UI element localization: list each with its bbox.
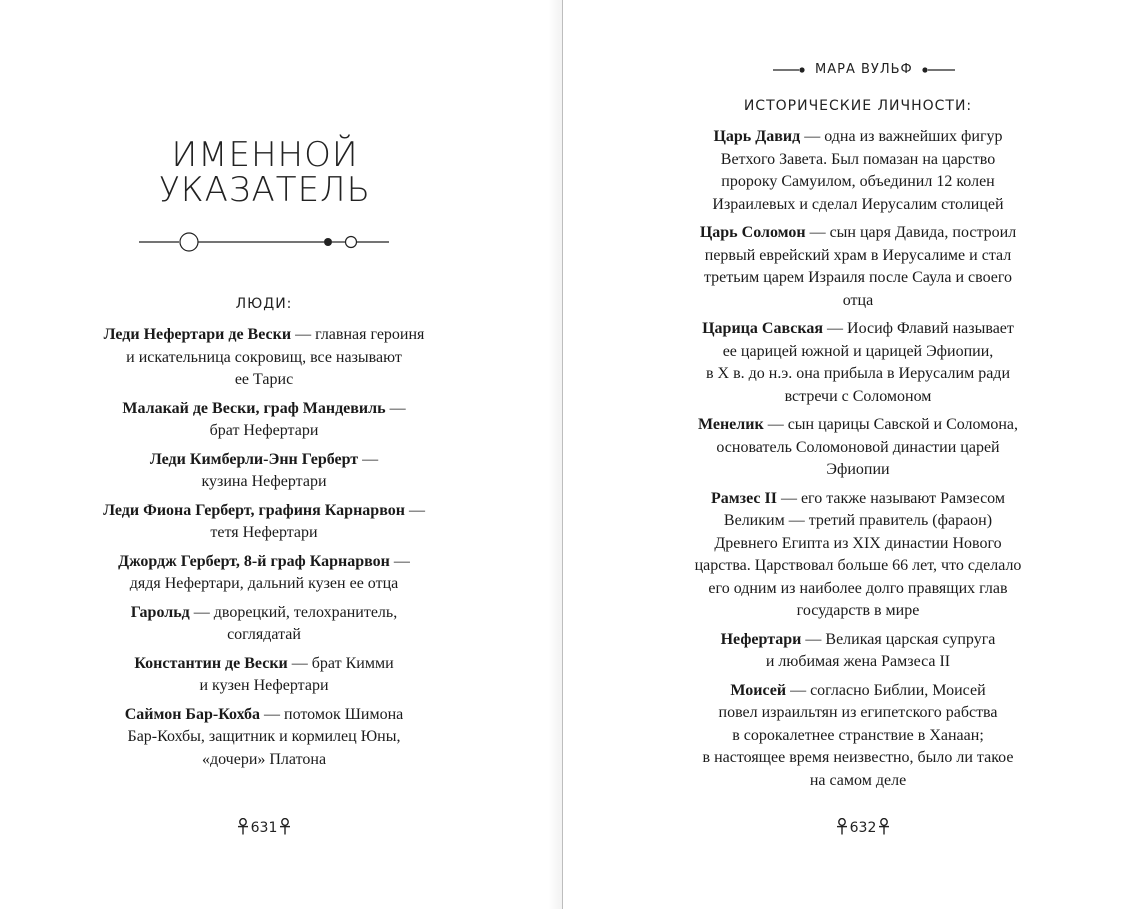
entry-text: царства. Царствовал больше 66 лет, что сделало xyxy=(694,557,1022,574)
index-entry xyxy=(78,449,450,494)
entry-name: Малакай де Вески, граф Мандевиль xyxy=(122,399,386,417)
entry-text: — главная героиня xyxy=(291,326,425,343)
index-entry xyxy=(78,551,450,596)
index-entry xyxy=(673,414,1043,482)
page-number-text: 632 xyxy=(849,820,877,836)
entry-text: — xyxy=(358,450,379,468)
index-entry xyxy=(673,126,1043,216)
entry-text: дядя Нефертари, дальний кузен ее отца xyxy=(129,575,399,592)
entry-text: соглядатай xyxy=(227,626,301,643)
entry-text: — Иосиф Флавий называет xyxy=(823,320,1014,337)
right-page xyxy=(563,0,1125,909)
entry-name: Нефертари xyxy=(720,630,802,648)
entry-name: Рамзес II xyxy=(710,489,777,507)
historical-index-list xyxy=(673,126,1043,798)
entry-text: «дочери» Платона xyxy=(201,750,327,768)
ankh-icon xyxy=(836,818,848,835)
gutter-shadow xyxy=(548,0,562,909)
index-entry xyxy=(673,318,1043,408)
entry-text: в настоящее время неизвестно, было ли такое xyxy=(702,749,1014,766)
entry-text: и искательница сокровищ, все называют xyxy=(126,348,402,366)
page-number-text: 631 xyxy=(250,820,278,836)
entry-text: Эфиопии xyxy=(826,461,890,478)
entry-name: Леди Нефертари де Вески xyxy=(103,326,292,343)
entry-text: встречи с Соломоном xyxy=(784,387,932,405)
entry-text: Ветхого Завета. Был помазан на царство xyxy=(720,150,996,168)
index-entry xyxy=(78,602,450,647)
entry-text: — его также называют Рамзесом xyxy=(776,489,1005,507)
running-head xyxy=(773,62,955,77)
index-title-line2: УКАЗАТЕЛЬ xyxy=(159,170,371,210)
historical-section-label: ИСТОРИЧЕСКИЕ ЛИЧНОСТИ: xyxy=(743,98,973,114)
entry-text: ее Тарис xyxy=(234,371,294,388)
entry-text: в сорокалетнее странствие в Ханаан; xyxy=(732,726,984,744)
title-ornament-icon xyxy=(139,230,391,254)
index-entry xyxy=(78,324,450,392)
entry-text: отца xyxy=(842,291,874,309)
entry-text: тетя Нефертари xyxy=(210,524,318,541)
entry-text: — дворецкий, телохранитель, xyxy=(189,603,398,621)
entry-text: Бар-Кохбы, защитник и кормилец Юны, xyxy=(127,728,401,745)
index-entry xyxy=(673,488,1043,623)
ankh-icon xyxy=(279,818,291,835)
entry-text: и любимая жена Рамзеса II xyxy=(765,653,951,670)
entry-text: — xyxy=(385,399,406,417)
entry-name: Леди Фиона Герберт, графиня Карнарвон xyxy=(103,501,405,519)
entry-text: пророку Самуилом, объединил 12 колен xyxy=(721,173,995,190)
entry-text: и кузен Нефертари xyxy=(199,677,329,694)
index-entry xyxy=(673,222,1043,312)
head-rule-right-icon xyxy=(921,65,955,75)
entry-text: брат Нефертари xyxy=(209,422,319,439)
index-entry xyxy=(673,629,1043,674)
entry-text: кузина Нефертари xyxy=(201,473,327,490)
people-section-label: ЛЮДИ: xyxy=(235,296,293,312)
entry-text: — xyxy=(404,501,425,519)
entry-text: — потомок Шимона xyxy=(260,705,404,723)
entry-text: государств в мире xyxy=(796,602,920,619)
ankh-icon xyxy=(237,818,249,835)
entry-text: — одна из важнейших фигур xyxy=(800,128,1003,145)
entry-text: — xyxy=(389,552,410,570)
entry-text: повел израильтян из египетского рабства xyxy=(718,704,998,721)
author-name: МАРА ВУЛЬФ xyxy=(815,62,913,77)
entry-name: Царь Давид xyxy=(713,128,801,145)
people-index-list xyxy=(78,324,450,777)
entry-text: ее царицей южной и царицей Эфиопии, xyxy=(722,342,994,360)
entry-text: первый еврейский храм в Иерусалиме и стал xyxy=(704,246,1012,264)
index-title-line1: ИМЕННОЙ xyxy=(171,135,359,175)
entry-name: Моисей xyxy=(730,681,787,699)
entry-name: Царица Савская xyxy=(702,320,824,337)
entry-text: третьим царем Израиля после Саула и своего xyxy=(703,269,1013,286)
entry-text: в X в. до н.э. она прибыла в Иерусалим ради xyxy=(705,365,1010,382)
head-rule-left-icon xyxy=(773,65,807,75)
entry-text: его одним из наиболее долго правящих глав xyxy=(708,579,1008,597)
entry-text: — брат Кимми xyxy=(287,654,394,672)
entry-text: — Великая царская супруга xyxy=(801,630,996,648)
index-entry xyxy=(78,653,450,698)
entry-name: Менелик xyxy=(697,416,764,433)
entry-text: — согласно Библии, Моисей xyxy=(786,681,986,699)
entry-text: Великим — третий правитель (фараон) xyxy=(723,512,993,529)
index-entry xyxy=(78,704,450,772)
page-number-left xyxy=(0,818,528,836)
entry-name: Константин де Вески xyxy=(134,654,288,672)
index-title xyxy=(0,135,530,210)
entry-text: — сын царицы Савской и Соломона, xyxy=(763,416,1019,433)
entry-name: Саймон Бар-Кохба xyxy=(124,705,261,723)
entry-name: Леди Кимберли-Энн Герберт xyxy=(149,450,359,468)
entry-name: Царь Соломон xyxy=(699,224,806,241)
entry-name: Гарольд xyxy=(130,603,190,621)
entry-text: Древнего Египта из XIX династии Нового xyxy=(714,534,1002,552)
ankh-icon xyxy=(878,818,890,835)
index-entry xyxy=(78,500,450,545)
entry-text: Израилевых и сделал Иерусалим столицей xyxy=(712,195,1004,213)
entry-text: — сын царя Давида, построил xyxy=(805,224,1017,241)
entry-text: основатель Соломоновой династии царей xyxy=(716,438,1000,456)
index-entry xyxy=(78,398,450,443)
entry-text: на самом деле xyxy=(809,771,907,789)
index-entry xyxy=(673,680,1043,793)
page-number-right xyxy=(563,818,1125,836)
entry-name: Джордж Герберт, 8-й граф Карнарвон xyxy=(118,552,390,570)
